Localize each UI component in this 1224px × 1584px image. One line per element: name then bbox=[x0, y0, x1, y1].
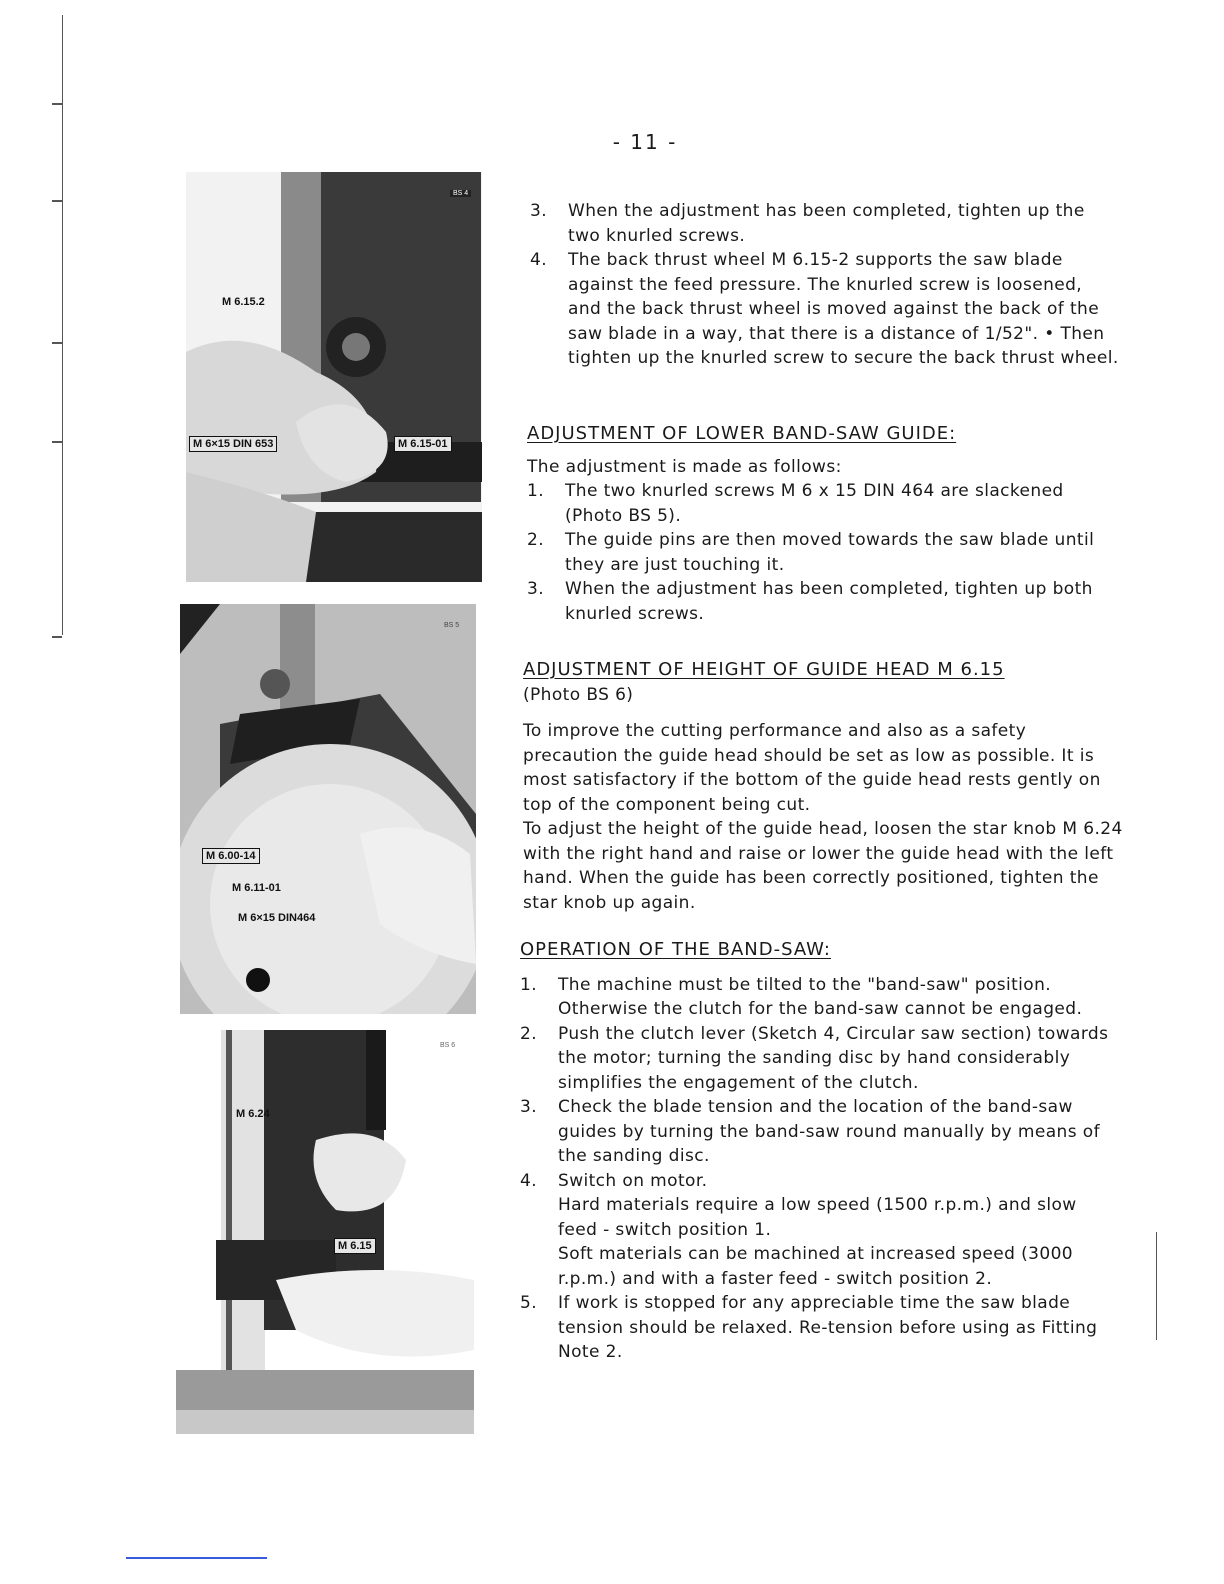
photo-bs5-id-label: BS 5 bbox=[444, 622, 460, 629]
list-item-text: The guide pins are then moved towards the saw blade until they are just touching it. bbox=[565, 530, 1095, 575]
list-item bbox=[527, 528, 1117, 577]
list-item-text: The machine must be tilted to the "band-saw" position. Otherwise the clutch for the band-saw cannot be engaged. bbox=[558, 974, 1083, 1019]
binding-tick bbox=[52, 636, 62, 638]
list-item-number: 3. bbox=[527, 579, 545, 599]
list-item-number: 3. bbox=[530, 201, 548, 221]
list-item bbox=[530, 199, 1120, 248]
section-heading: ADJUSTMENT OF HEIGHT OF GUIDE HEAD M 6.15 bbox=[523, 659, 1005, 680]
section-paragraph: To improve the cutting performance and also as a safety precaution the guide head should be set as low as possible. It is most satisfactory if the bottom of the guide head rests gently on top of the component being cut. bbox=[523, 721, 1101, 815]
list-item bbox=[520, 1169, 1120, 1292]
binding-edge-line bbox=[62, 15, 63, 635]
binding-tick bbox=[52, 103, 62, 105]
photo-bs5-illustration bbox=[180, 604, 476, 1014]
section-subheading: (Photo BS 6) bbox=[523, 684, 634, 705]
section-operation bbox=[520, 938, 1120, 1365]
photo-bs6-id-label: BS 6 bbox=[440, 1042, 456, 1049]
list-item-number: 1. bbox=[527, 481, 545, 501]
list-item bbox=[530, 248, 1120, 371]
list-item-number: 2. bbox=[527, 530, 545, 550]
section-heading: OPERATION OF THE BAND-SAW: bbox=[520, 939, 831, 960]
photo-bs4 bbox=[186, 172, 482, 582]
binding-tick bbox=[52, 200, 62, 202]
photo-bs4-label: M 6.15.2 bbox=[222, 296, 265, 308]
list-item bbox=[520, 1291, 1120, 1365]
list-item-number: 4. bbox=[530, 250, 548, 270]
list-item-number: 5. bbox=[520, 1293, 538, 1313]
photo-bs4-label: M 6.15-01 bbox=[394, 436, 452, 452]
section-paragraph: To adjust the height of the guide head, loosen the star knob M 6.24 with the right hand and raise or lower the guide head with the left hand. When the guide has been correctly positioned, tighten the star knob up again. bbox=[523, 819, 1123, 913]
list-item-text: Check the blade tension and the location of the band-saw guides by turning the band-saw round manually by means of the sanding disc. bbox=[558, 1097, 1100, 1166]
photo-bs6-label: M 6.24 bbox=[236, 1108, 270, 1120]
photo-bs6 bbox=[176, 1030, 474, 1434]
list-item bbox=[520, 973, 1120, 1022]
section-guide-head-height bbox=[523, 658, 1123, 915]
photo-bs5 bbox=[180, 604, 476, 1014]
list-item-text: When the adjustment has been completed, tighten up the two knurled screws. bbox=[568, 201, 1085, 246]
list-item-text: If work is stopped for any appreciable time the saw blade tension should be relaxed. Re-tension before using as Fitting Note 2. bbox=[558, 1293, 1098, 1362]
right-edge-line bbox=[1156, 1232, 1157, 1340]
binding-tick bbox=[52, 441, 62, 443]
list-item bbox=[527, 479, 1117, 528]
list-item bbox=[520, 1022, 1120, 1096]
section-intro: The adjustment is made as follows: bbox=[527, 456, 842, 477]
list-item-number: 1. bbox=[520, 974, 538, 995]
photo-bs4-illustration bbox=[186, 172, 482, 582]
list-item bbox=[520, 1095, 1120, 1169]
binding-tick bbox=[52, 342, 62, 344]
photo-bs5-label: M 6.11-01 bbox=[232, 882, 281, 894]
section-heading: ADJUSTMENT OF LOWER BAND-SAW GUIDE: bbox=[527, 423, 957, 444]
list-item-text: The back thrust wheel M 6.15-2 supports the saw blade against the feed pressure. The knurled screw is loosened, and the back thrust wheel is moved against the back of the saw blade in a way, that there is a distance of 1/52". • Then tighten up the knurled screw to secure the back thrust wheel. bbox=[568, 250, 1119, 368]
section-lower-guide bbox=[527, 422, 1117, 626]
footer-rule bbox=[126, 1557, 267, 1559]
list-item-number: 4. bbox=[520, 1170, 538, 1191]
photo-bs5-label: M 6×15 DIN464 bbox=[238, 912, 316, 924]
photo-bs4-id-label: BS 4 bbox=[450, 190, 471, 197]
list-item-number: 3. bbox=[520, 1097, 538, 1117]
list-item-text: The two knurled screws M 6 x 15 DIN 464 are slackened (Photo BS 5). bbox=[565, 481, 1064, 526]
list-item-text: When the adjustment has been completed, tighten up both knurled screws. bbox=[565, 579, 1093, 624]
list-item-body bbox=[558, 1169, 1120, 1292]
photo-bs5-label: M 6.00-14 bbox=[202, 848, 260, 864]
photo-bs6-illustration bbox=[176, 1030, 474, 1434]
list-item bbox=[527, 577, 1117, 626]
list-item-number: 2. bbox=[520, 1023, 538, 1044]
list-item-text: Switch on motor. bbox=[558, 1170, 708, 1191]
list-item-text: Push the clutch lever (Sketch 4, Circular saw section) towards the motor; turning the sanding disc by hand considerably simplifies the engagement of the clutch. bbox=[558, 1023, 1109, 1093]
list-item-text: Soft materials can be machined at increased speed (3000 r.p.m.) and with a faster feed - switch position 2. bbox=[558, 1244, 1073, 1289]
photo-bs6-label: M 6.15 bbox=[334, 1238, 376, 1254]
section-guide-adjustment-continued bbox=[530, 199, 1120, 371]
page-number: - 11 - bbox=[612, 130, 678, 154]
photo-bs4-label: M 6×15 DIN 653 bbox=[189, 436, 277, 452]
list-item-text: Hard materials require a low speed (1500 r.p.m.) and slow feed - switch position 1. bbox=[558, 1195, 1077, 1240]
